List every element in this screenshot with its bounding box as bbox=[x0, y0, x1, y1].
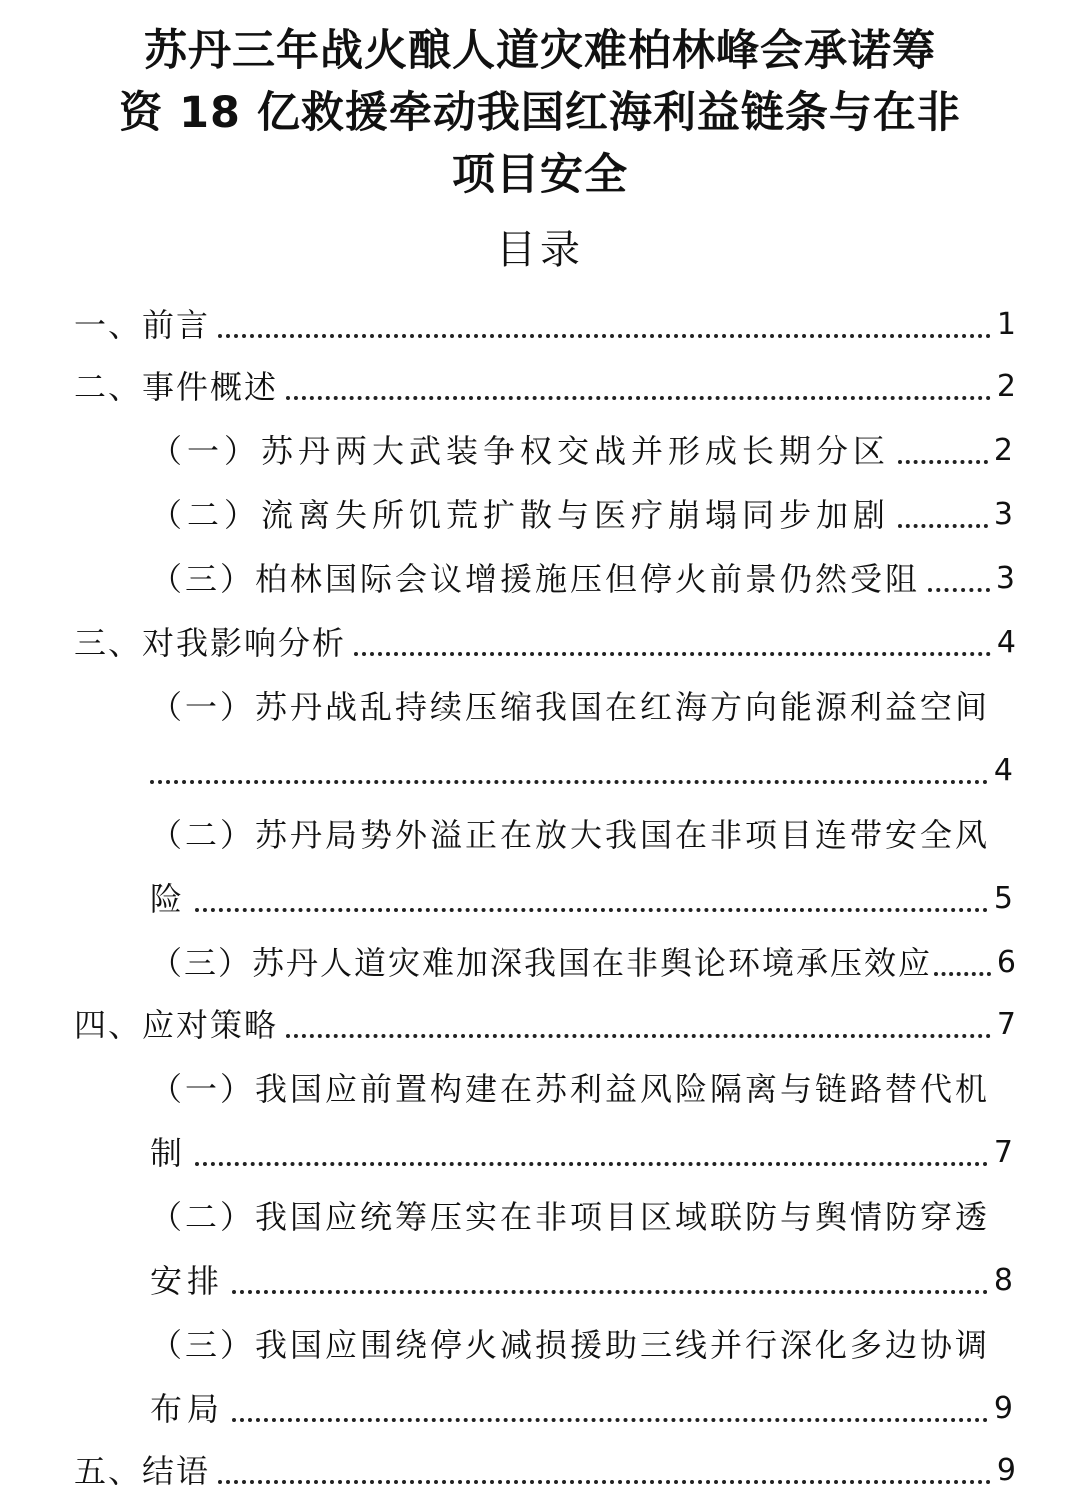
toc-entry-level2-line1[interactable]: （一）苏丹战乱持续压缩我国在红海方向能源利益空间 bbox=[150, 688, 991, 726]
toc-entry-level2-line1[interactable]: （二）我国应统筹压实在非项目区域联防与舆情防穿透 bbox=[150, 1198, 991, 1236]
toc-entry-level2-continuation[interactable] bbox=[150, 1256, 1018, 1306]
document-title bbox=[40, 20, 1040, 206]
toc-dot-leader bbox=[898, 524, 988, 528]
toc-dot-leader bbox=[218, 1480, 991, 1484]
toc-page-number: 3 bbox=[993, 497, 1018, 532]
toc-page-number: 9 bbox=[993, 1391, 1018, 1426]
toc-dot-leader bbox=[232, 1290, 988, 1294]
toc-entry-text: （二）流离失所饥荒扩散与医疗崩塌同步加剧 bbox=[150, 496, 891, 534]
title-line: 项目安全 bbox=[452, 150, 628, 200]
toc-entry-level2-continuation[interactable] bbox=[150, 874, 1018, 924]
toc-heading: 目录 bbox=[496, 227, 584, 273]
toc-entry-level2-line1[interactable]: （三）我国应围绕停火减损援助三线并行深化多边协调 bbox=[150, 1326, 991, 1364]
toc-page-number: 2 bbox=[996, 369, 1018, 404]
toc-entry-text: （三）苏丹人道灾难加深我国在非舆论环境承压效应 bbox=[150, 944, 933, 982]
toc-entry-text: 五、结语 bbox=[74, 1452, 211, 1490]
toc-entry-level2[interactable] bbox=[150, 490, 1018, 540]
toc-entry-level1[interactable] bbox=[74, 1446, 1018, 1496]
title-line: 苏丹三年战火酿人道灾难柏林峰会承诺筹 bbox=[144, 26, 936, 76]
toc-entry-level2-continuation[interactable] bbox=[150, 1128, 1018, 1178]
toc-entry-level1[interactable] bbox=[74, 362, 1018, 412]
toc-page-number: 7 bbox=[996, 1007, 1018, 1042]
toc-entry-text: （三）柏林国际会议增援施压但停火前景仍然受阻 bbox=[150, 560, 921, 598]
toc-dot-leader bbox=[354, 652, 991, 656]
toc-dot-leader bbox=[286, 1034, 991, 1038]
toc-dot-leader bbox=[232, 1418, 988, 1422]
toc-page-number: 7 bbox=[993, 1135, 1018, 1170]
toc-entry-text: 安排 bbox=[150, 1262, 225, 1300]
toc-dot-leader bbox=[898, 460, 988, 464]
toc-entry-level2[interactable] bbox=[150, 554, 1018, 604]
toc-page-number: 4 bbox=[996, 625, 1018, 660]
toc-dot-leader bbox=[195, 1162, 988, 1166]
toc-page-number: 3 bbox=[995, 561, 1018, 596]
toc-entry-text: 布局 bbox=[150, 1390, 225, 1428]
toc-page-number: 1 bbox=[996, 307, 1018, 342]
toc-page-number: 6 bbox=[996, 945, 1018, 980]
toc-entry-text: （一）苏丹两大武装争权交战并形成长期分区 bbox=[150, 432, 891, 470]
toc-entry-level2-line1[interactable]: （一）我国应前置构建在苏利益风险隔离与链路替代机 bbox=[150, 1070, 991, 1108]
toc-page-number: 8 bbox=[993, 1263, 1018, 1298]
toc-entry-text: 险 bbox=[150, 880, 188, 918]
toc-page-number: 2 bbox=[993, 433, 1018, 468]
toc-entry-level1[interactable] bbox=[74, 1000, 1018, 1050]
toc-entry-level2[interactable] bbox=[150, 426, 1018, 476]
toc-entry-level2-continuation[interactable] bbox=[150, 1384, 1018, 1434]
toc-entry-level1[interactable] bbox=[74, 618, 1018, 668]
toc-dot-leader bbox=[286, 396, 991, 400]
title-line: 资 18 亿救援牵动我国红海利益链条与在非 bbox=[119, 88, 961, 138]
toc-entry-level2-line1[interactable]: （二）苏丹局势外溢正在放大我国在非项目连带安全风 bbox=[150, 816, 991, 854]
toc-dot-leader bbox=[934, 972, 991, 976]
toc-dot-leader bbox=[928, 588, 990, 592]
toc-entry-level2-continuation[interactable] bbox=[150, 746, 1018, 796]
toc-page-number: 9 bbox=[996, 1453, 1018, 1488]
toc-dot-leader bbox=[195, 908, 988, 912]
toc-dot-leader bbox=[218, 334, 991, 338]
toc-entry-text: 制 bbox=[150, 1134, 188, 1172]
toc-entry-text: 四、应对策略 bbox=[74, 1006, 279, 1044]
toc-entry-text: 二、事件概述 bbox=[74, 368, 279, 406]
toc-entry-text: 三、对我影响分析 bbox=[74, 624, 347, 662]
toc-page-number: 4 bbox=[993, 753, 1018, 788]
toc-entry-text: 一、前言 bbox=[74, 306, 211, 344]
toc-entry-level2[interactable] bbox=[150, 938, 1018, 988]
toc-page-number: 5 bbox=[993, 881, 1018, 916]
toc-dot-leader bbox=[150, 780, 988, 784]
toc-entry-level1[interactable] bbox=[74, 300, 1018, 350]
